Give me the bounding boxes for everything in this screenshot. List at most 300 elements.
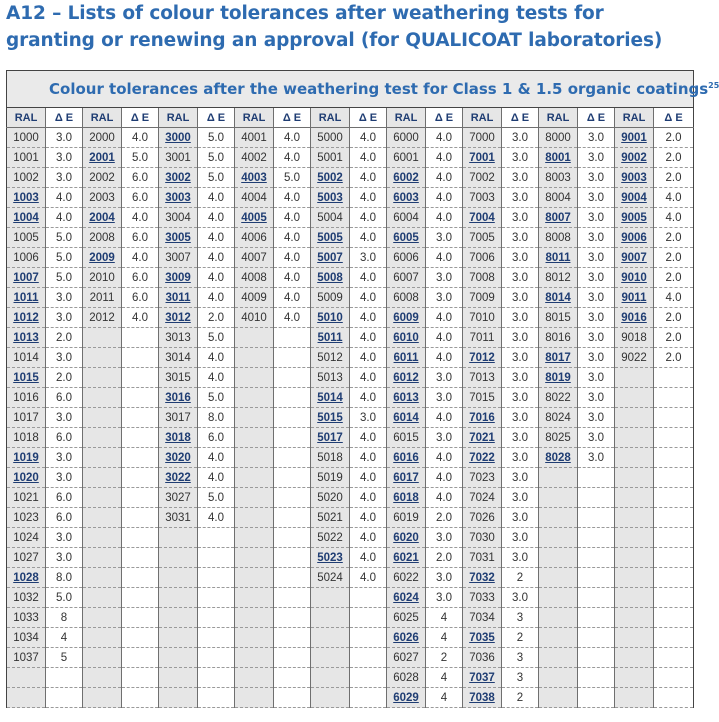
ral-code-cell [7,688,46,708]
ral-code-cell: 7026 [463,508,502,528]
ral-code-cell: 7009 [463,288,502,308]
delta-e-cell: 4.0 [274,268,311,288]
ral-code-cell: 5015 [311,408,350,428]
ral-code-cell: 5000 [311,128,350,148]
delta-e-cell: 3.0 [502,188,539,208]
ral-code-cell: 6001 [387,148,426,168]
delta-e-cell [122,368,159,388]
ral-code-cell [311,648,350,668]
ral-code-cell: 7023 [463,468,502,488]
table-row [7,668,694,688]
ral-code-cell: 6004 [387,208,426,228]
delta-e-cell: 8 [46,608,83,628]
ral-code-cell [235,328,274,348]
ral-code-cell: 3027 [159,488,198,508]
delta-e-cell: 3.0 [502,528,539,548]
ral-code-cell: 3014 [159,348,198,368]
delta-e-cell [122,608,159,628]
ral-code-cell: 1001 [7,148,46,168]
delta-e-cell: 4.0 [426,248,463,268]
ral-code-cell [615,388,654,408]
table-row [7,528,694,548]
table-row [7,288,694,308]
delta-e-cell: 5.0 [198,488,235,508]
delta-e-cell: 3.0 [578,448,615,468]
ral-code-cell [615,668,654,688]
delta-e-cell: 4.0 [274,188,311,208]
ral-code-cell: 7006 [463,248,502,268]
delta-e-cell [274,368,311,388]
ral-code-cell: 1034 [7,628,46,648]
table-row [7,648,694,668]
delta-e-cell [122,568,159,588]
delta-e-cell: 3.0 [46,308,83,328]
ral-code-cell [235,508,274,528]
delta-e-cell: 3.0 [502,488,539,508]
delta-e-cell: 3.0 [578,348,615,368]
delta-e-cell: 3.0 [502,448,539,468]
caption-footnote-marker: 25 [708,81,719,90]
ral-code-cell: 6003 [387,188,426,208]
delta-e-cell: 2.0 [654,268,694,288]
table-row [7,168,694,188]
ral-code-cell: 7002 [463,168,502,188]
delta-e-cell: 2.0 [654,328,694,348]
delta-e-cell: 2.0 [46,328,83,348]
ral-code-cell: 7034 [463,608,502,628]
ral-code-cell [539,508,578,528]
ral-code-cell [83,688,122,708]
ral-code-cell: 1037 [7,648,46,668]
ral-code-cell [615,368,654,388]
ral-code-cell: 3015 [159,368,198,388]
ral-code-cell: 5009 [311,288,350,308]
delta-e-cell: 3.0 [502,168,539,188]
delta-e-cell [198,688,235,708]
delta-e-cell [122,588,159,608]
delta-e-cell [122,468,159,488]
delta-e-cell: 3.0 [46,128,83,148]
ral-code-cell: 6020 [387,528,426,548]
delta-e-cell: 2.0 [426,508,463,528]
ral-code-cell: 8016 [539,328,578,348]
ral-code-cell [159,688,198,708]
delta-e-cell: 3.0 [578,368,615,388]
ral-code-cell: 3011 [159,288,198,308]
ral-code-cell: 1011 [7,288,46,308]
delta-e-cell: 3.0 [578,328,615,348]
delta-e-cell: 3.0 [502,428,539,448]
ral-code-cell [615,528,654,548]
ral-code-cell: 7032 [463,568,502,588]
delta-e-cell: 4.0 [198,288,235,308]
header-delta-e: Δ E [654,108,694,128]
delta-e-cell: 3.0 [502,148,539,168]
header-ral: RAL [159,108,198,128]
delta-e-cell [198,608,235,628]
delta-e-cell: 4.0 [350,528,387,548]
ral-code-cell: 2009 [83,248,122,268]
ral-code-cell [159,568,198,588]
ral-code-cell: 3000 [159,128,198,148]
ral-code-cell: 7003 [463,188,502,208]
ral-code-cell: 7001 [463,148,502,168]
table-row [7,268,694,288]
delta-e-cell: 3.0 [46,348,83,368]
delta-e-cell: 6.0 [46,488,83,508]
delta-e-cell: 3.0 [46,548,83,568]
delta-e-cell [350,588,387,608]
ral-code-cell [159,548,198,568]
ral-code-cell [615,408,654,428]
ral-code-cell: 6006 [387,248,426,268]
delta-e-cell [274,668,311,688]
delta-e-cell [274,688,311,708]
delta-e-cell: 2.0 [654,308,694,328]
delta-e-cell: 3.0 [426,568,463,588]
ral-code-cell: 5004 [311,208,350,228]
ral-code-cell: 6021 [387,548,426,568]
delta-e-cell: 4.0 [350,448,387,468]
ral-code-cell [235,568,274,588]
delta-e-cell: 2.0 [654,128,694,148]
delta-e-cell: 3.0 [502,248,539,268]
delta-e-cell: 4.0 [426,348,463,368]
ral-code-cell [311,588,350,608]
ral-code-cell: 2012 [83,308,122,328]
delta-e-cell [46,688,83,708]
delta-e-cell [122,528,159,548]
delta-e-cell [198,648,235,668]
header-ral: RAL [7,108,46,128]
delta-e-cell: 3.0 [46,288,83,308]
delta-e-cell: 4.0 [198,348,235,368]
delta-e-cell: 6.0 [122,168,159,188]
delta-e-cell [578,508,615,528]
ral-code-cell: 4004 [235,188,274,208]
ral-code-cell: 1028 [7,568,46,588]
header-delta-e: Δ E [502,108,539,128]
delta-e-cell: 4 [426,628,463,648]
delta-e-cell: 3.0 [578,308,615,328]
header-ral: RAL [387,108,426,128]
ral-code-cell: 9022 [615,348,654,368]
table-row [7,228,694,248]
delta-e-cell: 4.0 [426,408,463,428]
delta-e-cell: 8.0 [46,568,83,588]
table-row [7,248,694,268]
ral-code-cell: 6016 [387,448,426,468]
ral-code-cell: 5013 [311,368,350,388]
delta-e-cell [654,628,694,648]
delta-e-cell: 4.0 [198,268,235,288]
ral-code-cell [615,568,654,588]
ral-code-cell: 3013 [159,328,198,348]
delta-e-cell [198,588,235,608]
ral-code-cell [83,488,122,508]
document-heading: A12 – Lists of colour tolerances after weathering tests for granting or renewing an approval (for QUALICOAT laboratories) [6,3,663,51]
ral-code-cell: 6026 [387,628,426,648]
delta-e-cell [122,648,159,668]
ral-code-cell: 2002 [83,168,122,188]
ral-code-cell: 5002 [311,168,350,188]
delta-e-cell [578,668,615,688]
ral-code-cell [83,348,122,368]
delta-e-cell: 6.0 [122,228,159,248]
ral-code-cell: 9005 [615,208,654,228]
ral-code-cell: 6012 [387,368,426,388]
ral-code-cell: 4007 [235,248,274,268]
ral-code-cell [539,688,578,708]
ral-code-cell [615,428,654,448]
ral-code-cell [83,408,122,428]
delta-e-cell: 2 [426,648,463,668]
delta-e-cell: 5.0 [274,168,311,188]
table-row [7,128,694,148]
ral-code-cell [83,628,122,648]
delta-e-cell: 3.0 [426,388,463,408]
delta-e-cell: 4.0 [426,308,463,328]
ral-code-cell: 8025 [539,428,578,448]
ral-code-cell [235,668,274,688]
ral-code-cell: 1032 [7,588,46,608]
ral-code-cell: 7016 [463,408,502,428]
delta-e-cell: 4.0 [350,208,387,228]
ral-code-cell [159,628,198,648]
ral-code-cell: 6011 [387,348,426,368]
delta-e-cell: 2.0 [198,308,235,328]
delta-e-cell [274,448,311,468]
delta-e-cell: 5.0 [198,168,235,188]
ral-code-cell [311,628,350,648]
ral-code-cell: 8028 [539,448,578,468]
delta-e-cell [198,568,235,588]
ral-code-cell: 9010 [615,268,654,288]
ral-code-cell [235,428,274,448]
delta-e-cell: 2 [502,568,539,588]
delta-e-cell: 3.0 [426,528,463,548]
ral-code-cell: 5017 [311,428,350,448]
ral-code-cell: 9004 [615,188,654,208]
delta-e-cell [654,428,694,448]
delta-e-cell [122,388,159,408]
delta-e-cell [578,588,615,608]
delta-e-cell: 4.0 [426,488,463,508]
header-ral: RAL [615,108,654,128]
delta-e-cell [122,508,159,528]
header-ral: RAL [83,108,122,128]
delta-e-cell [274,328,311,348]
delta-e-cell: 4.0 [198,508,235,528]
ral-code-cell: 3007 [159,248,198,268]
ral-code-cell: 8003 [539,168,578,188]
ral-code-cell: 5005 [311,228,350,248]
ral-code-cell [539,488,578,508]
ral-code-cell: 4003 [235,168,274,188]
delta-e-cell: 4.0 [654,188,694,208]
delta-e-cell: 3.0 [46,408,83,428]
ral-code-cell: 7015 [463,388,502,408]
delta-e-cell: 3.0 [502,408,539,428]
delta-e-cell: 3.0 [502,268,539,288]
delta-e-cell: 4.0 [274,228,311,248]
delta-e-cell: 3.0 [578,128,615,148]
delta-e-cell: 5.0 [46,588,83,608]
delta-e-cell: 3.0 [578,168,615,188]
ral-code-cell: 8015 [539,308,578,328]
ral-code-cell [311,608,350,628]
delta-e-cell: 4.0 [350,548,387,568]
delta-e-cell [198,628,235,648]
ral-code-cell: 8008 [539,228,578,248]
ral-code-cell: 5023 [311,548,350,568]
delta-e-cell [122,408,159,428]
header-delta-e: Δ E [46,108,83,128]
delta-e-cell [274,548,311,568]
delta-e-cell: 5.0 [122,148,159,168]
delta-e-cell: 4.0 [198,208,235,228]
ral-code-cell: 1027 [7,548,46,568]
delta-e-cell: 3.0 [502,208,539,228]
delta-e-cell [274,588,311,608]
ral-code-cell [83,568,122,588]
ral-code-cell: 5012 [311,348,350,368]
ral-code-cell: 2008 [83,228,122,248]
delta-e-cell: 4.0 [274,128,311,148]
delta-e-cell: 3.0 [426,428,463,448]
delta-e-cell: 2.0 [654,148,694,168]
delta-e-cell [654,688,694,708]
ral-code-cell [539,608,578,628]
delta-e-cell: 3.0 [502,288,539,308]
ral-code-cell [235,548,274,568]
delta-e-cell: 4.0 [350,128,387,148]
delta-e-cell [654,648,694,668]
ral-code-cell: 3005 [159,228,198,248]
ral-code-cell: 3016 [159,388,198,408]
ral-code-cell: 7030 [463,528,502,548]
ral-code-cell [615,448,654,468]
ral-code-cell [539,588,578,608]
ral-code-cell: 9011 [615,288,654,308]
ral-code-cell [235,528,274,548]
table-row [7,508,694,528]
ral-code-cell: 7008 [463,268,502,288]
delta-e-cell: 3.0 [426,228,463,248]
delta-e-cell: 4.0 [46,188,83,208]
delta-e-cell: 4.0 [426,328,463,348]
table-body [7,128,694,708]
delta-e-cell [274,488,311,508]
delta-e-cell: 3.0 [578,388,615,408]
ral-code-cell: 9007 [615,248,654,268]
delta-e-cell [122,488,159,508]
ral-code-cell: 5010 [311,308,350,328]
ral-code-cell [615,488,654,508]
delta-e-cell: 4.0 [122,128,159,148]
table-caption-text: Colour tolerances after the weathering test for Class 1 & 1.5 organic coatings [49,80,709,98]
delta-e-cell: 3.0 [578,408,615,428]
table-row [7,628,694,648]
delta-e-cell: 4.0 [274,148,311,168]
delta-e-cell: 2.0 [426,548,463,568]
table-row [7,468,694,488]
ral-code-cell [159,668,198,688]
ral-code-cell: 1012 [7,308,46,328]
ral-code-cell: 7024 [463,488,502,508]
ral-code-cell: 7038 [463,688,502,708]
ral-code-cell: 3031 [159,508,198,528]
delta-e-cell: 3.0 [502,328,539,348]
delta-e-cell: 3.0 [578,248,615,268]
ral-code-cell: 4010 [235,308,274,328]
ral-code-cell: 6019 [387,508,426,528]
delta-e-cell [350,668,387,688]
delta-e-cell: 3.0 [502,388,539,408]
ral-code-cell: 2010 [83,268,122,288]
delta-e-cell: 3.0 [426,268,463,288]
ral-code-cell: 5019 [311,468,350,488]
ral-code-cell [539,568,578,588]
ral-code-cell [83,428,122,448]
table-row [7,308,694,328]
ral-code-cell [615,468,654,488]
ral-code-cell: 5024 [311,568,350,588]
delta-e-cell: 2 [502,628,539,648]
delta-e-cell: 3.0 [502,468,539,488]
table-caption [7,71,719,108]
delta-e-cell: 3.0 [426,588,463,608]
ral-code-cell: 9002 [615,148,654,168]
delta-e-cell [122,668,159,688]
delta-e-cell: 4.0 [350,288,387,308]
header-delta-e: Δ E [198,108,235,128]
ral-code-cell: 4002 [235,148,274,168]
ral-code-cell: 1020 [7,468,46,488]
delta-e-cell [122,628,159,648]
table-row [7,548,694,568]
delta-e-cell: 3.0 [578,188,615,208]
table-row [7,588,694,608]
delta-e-cell: 4.0 [350,568,387,588]
delta-e-cell: 4.0 [198,228,235,248]
ral-code-cell: 4008 [235,268,274,288]
delta-e-cell: 3.0 [502,228,539,248]
delta-e-cell: 4.0 [198,248,235,268]
ral-code-cell [539,648,578,668]
ral-code-cell: 6015 [387,428,426,448]
delta-e-cell [654,368,694,388]
delta-e-cell: 3.0 [46,148,83,168]
ral-code-cell: 8012 [539,268,578,288]
delta-e-cell: 3.0 [502,308,539,328]
delta-e-cell: 4 [426,688,463,708]
ral-code-cell [235,388,274,408]
ral-code-cell: 7031 [463,548,502,568]
ral-code-cell: 2011 [83,288,122,308]
ral-code-cell: 1018 [7,428,46,448]
delta-e-cell [350,648,387,668]
delta-e-cell [578,468,615,488]
delta-e-cell: 4 [46,628,83,648]
delta-e-cell [654,608,694,628]
table-row [7,208,694,228]
delta-e-cell [122,328,159,348]
table-row [7,348,694,368]
ral-code-cell: 6009 [387,308,426,328]
delta-e-cell: 5.0 [46,248,83,268]
ral-code-cell: 7010 [463,308,502,328]
